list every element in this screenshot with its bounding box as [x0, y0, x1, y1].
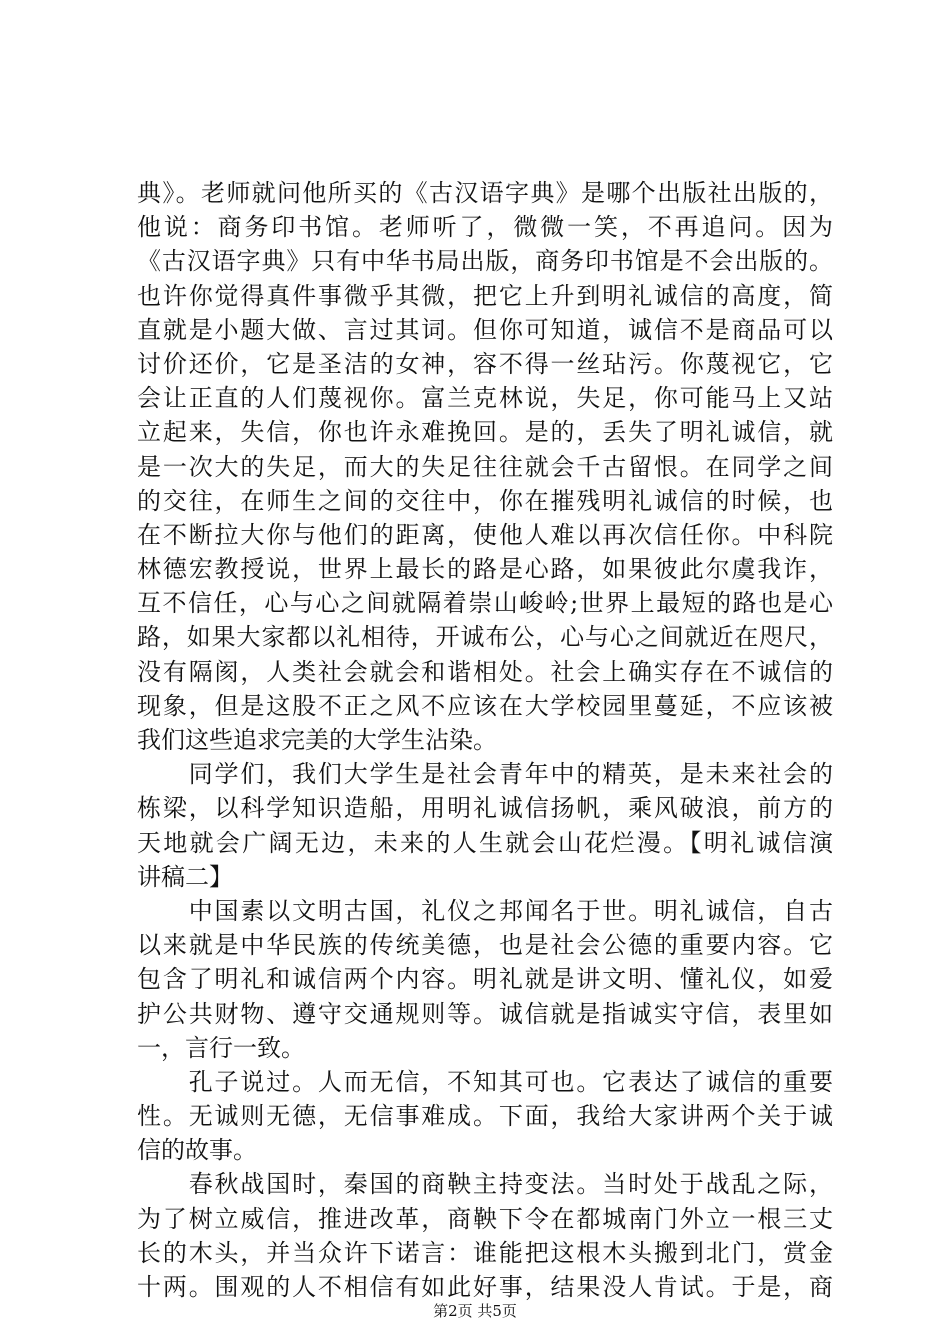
text-line: 《古汉语字典》只有中华书局出版，商务印书馆是不会出版的。 [137, 247, 833, 276]
text-line: 互不信任，心与心之间就隔着崇山峻岭;世界上最短的路也是心 [137, 589, 833, 618]
text-line: 天地就会广阔无边，未来的人生就会山花烂漫。【明礼诚信演 [137, 828, 833, 857]
text-line: 同学们，我们大学生是社会青年中的精英，是未来社会的 [137, 760, 833, 789]
text-line: 长的木头，并当众许下诺言：谁能把这根木头搬到北门，赏金 [137, 1238, 833, 1267]
text-line: 我们这些追求完美的大学生沾染。 [137, 726, 497, 754]
text-line: 栋梁，以科学知识造船，用明礼诚信扬帆，乘风破浪，前方的 [137, 794, 833, 823]
text-line: 中国素以文明古国，礼仪之邦闻名于世。明礼诚信，自古 [137, 896, 833, 925]
text-line: 直就是小题大做、言过其词。但你可知道，诚信不是商品可以 [137, 315, 833, 344]
text-line: 信的故事。 [137, 1136, 257, 1165]
text-line: 林德宏教授说，世界上最长的路是心路，如果彼此尔虞我诈， [137, 555, 833, 584]
text-line: 春秋战国时，秦国的商鞅主持变法。当时处于战乱之际， [137, 1170, 833, 1199]
page-number-footer: 第2页 共5页 [433, 1302, 517, 1320]
text-line: 在不断拉大你与他们的距离，使他人难以再次信任你。中科院 [137, 520, 833, 549]
text-line: 讲稿二】 [137, 862, 233, 891]
text-line: 是一次大的失足，而大的失足往往就会千古留恨。在同学之间 [137, 452, 833, 481]
text-line: 十两。围观的人不相信有如此好事，结果没人肯试。于是，商 [137, 1273, 833, 1301]
text-line: 会让正直的人们蔑视你。富兰克林说，失足，你可能马上又站 [137, 384, 833, 413]
document-body [137, 176, 833, 1304]
text-line: 他说：商务印书馆。老师听了，微微一笑，不再追问。因为 [137, 213, 833, 242]
text-line: 没有隔阂，人类社会就会和谐相处。社会上确实存在不诚信的 [137, 657, 833, 686]
text-line: 护公共财物、遵守交通规则等。诚信就是指诚实守信，表里如 [137, 999, 833, 1028]
text-line: 性。无诚则无德，无信事难成。下面，我给大家讲两个关于诚 [137, 1102, 833, 1131]
text-line: 包含了明礼和诚信两个内容。明礼就是讲文明、懂礼仪，如爱 [137, 965, 833, 994]
text-line: 以来就是中华民族的传统美德，也是社会公德的重要内容。它 [137, 931, 833, 960]
text-line: 孔子说过。人而无信，不知其可也。它表达了诚信的重要 [137, 1067, 833, 1096]
text-line: 立起来，失信，你也许永难挽回。是的，丢失了明礼诚信，就 [137, 418, 833, 447]
text-line: 典》。老师就问他所买的《古汉语字典》是哪个出版社出版的， [137, 179, 833, 207]
text-line: 也许你觉得真件事微乎其微，把它上升到明礼诚信的高度，简 [137, 281, 833, 310]
text-line: 路，如果大家都以礼相待，开诚布公，心与心之间就近在咫尺， [137, 623, 833, 652]
text-line: 的交往，在师生之间的交往中，你在摧残明礼诚信的时候，也 [137, 486, 833, 515]
text-line: 现象，但是这股不正之风不应该在大学校园里蔓延，不应该被 [137, 691, 833, 720]
text-line: 一，言行一致。 [137, 1033, 305, 1062]
text-line: 为了树立威信，推进改革，商鞅下令在都城南门外立一根三丈 [137, 1204, 833, 1233]
text-line: 讨价还价，它是圣洁的女神，容不得一丝玷污。你蔑视它，它 [137, 349, 833, 378]
